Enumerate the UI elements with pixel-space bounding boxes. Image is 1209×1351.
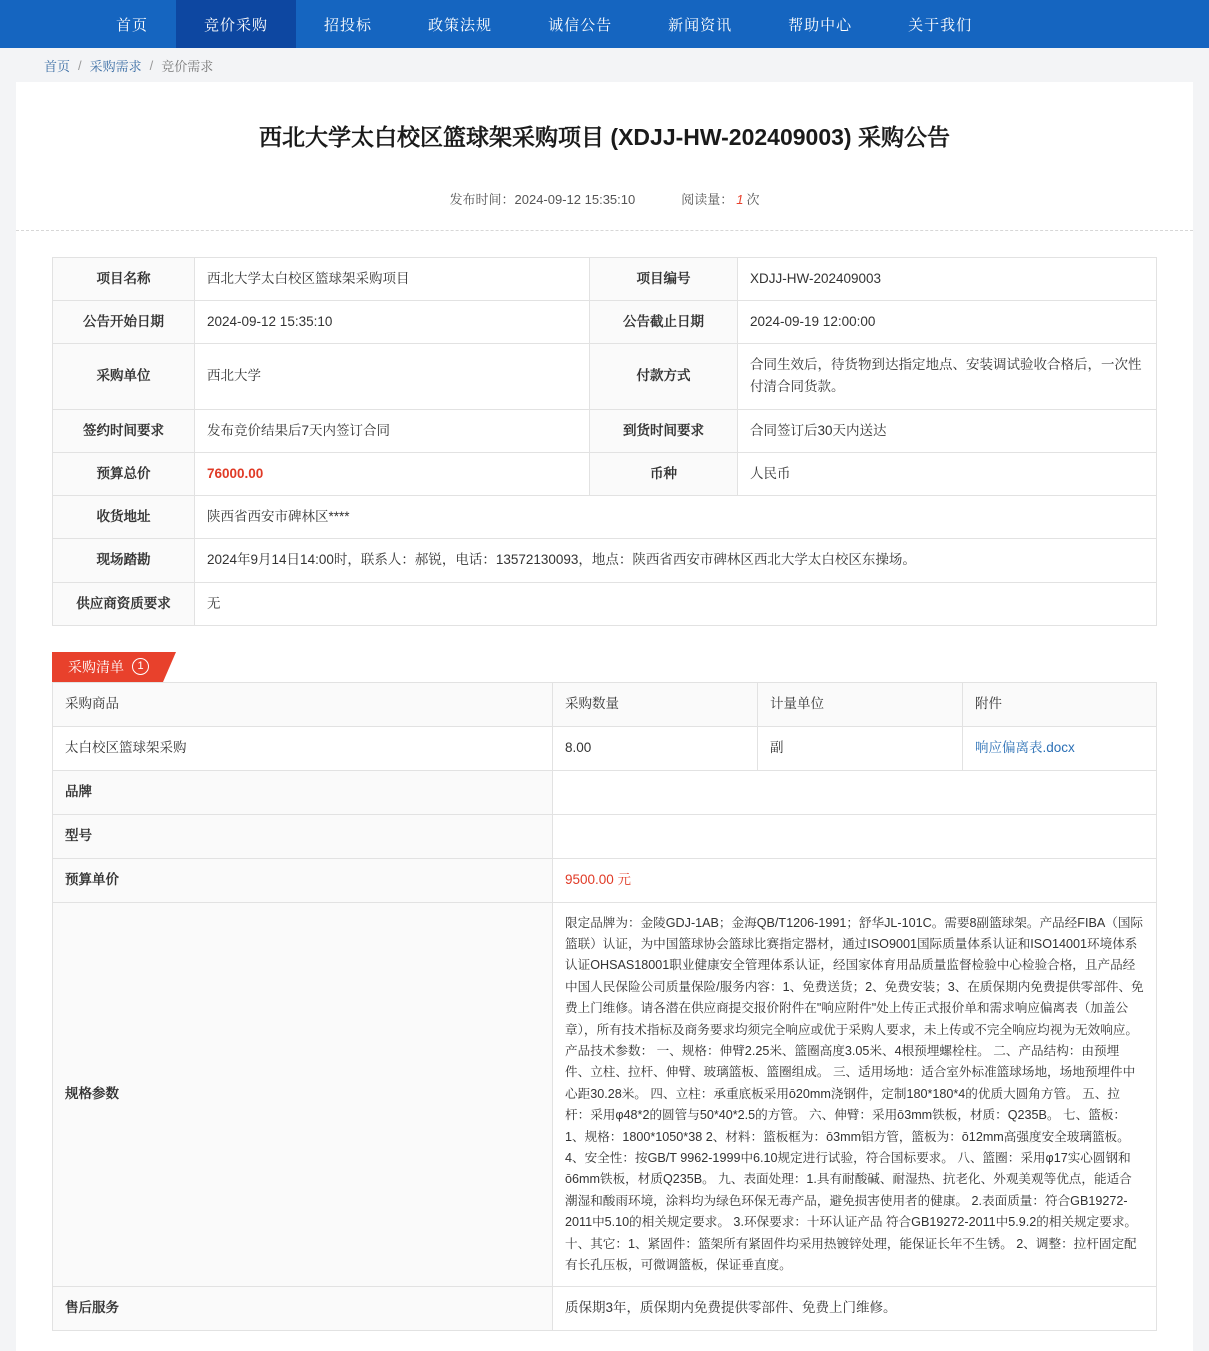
label-project-code: 项目编号 xyxy=(590,257,738,300)
value-budget-unit-price: 9500.00 元 xyxy=(553,858,1157,902)
table-row xyxy=(53,726,1157,770)
table-row xyxy=(53,300,1157,343)
label-start-date: 公告开始日期 xyxy=(53,300,195,343)
value-after-sales: 质保期3年，质保期内免费提供零部件、免费上门维修。 xyxy=(553,1287,1157,1331)
nav-item-tender[interactable]: 招投标 xyxy=(324,16,373,34)
col-unit: 计量单位 xyxy=(758,682,963,726)
value-currency: 人民币 xyxy=(738,452,1157,495)
col-quantity: 采购数量 xyxy=(553,682,758,726)
label-model: 型号 xyxy=(53,814,553,858)
table-row xyxy=(53,539,1157,582)
page-title: 西北大学太白校区篮球架采购项目 (XDJJ-HW-202409003) 采购公告 xyxy=(259,124,950,150)
table-row xyxy=(53,257,1157,300)
label-supplier-qualification: 供应商资质要求 xyxy=(53,582,195,625)
table-row xyxy=(53,344,1157,410)
label-budget-total: 预算总价 xyxy=(53,452,195,495)
label-site-survey: 现场踏勘 xyxy=(53,539,195,582)
label-project-name: 项目名称 xyxy=(53,257,195,300)
announcement-card xyxy=(16,82,1193,1351)
label-payment-method: 付款方式 xyxy=(590,344,738,410)
value-purchase-unit: 西北大学 xyxy=(195,344,590,410)
purchase-list-section xyxy=(16,626,1193,1332)
nav-item-help-center[interactable]: 帮助中心 xyxy=(788,16,853,34)
tab-purchase-list[interactable] xyxy=(52,652,163,682)
nav-item-credit-notice[interactable]: 诚信公告 xyxy=(548,16,613,34)
nav-item-news[interactable]: 新闻资讯 xyxy=(668,16,733,34)
purchase-list-table xyxy=(52,682,1157,1332)
label-after-sales: 售后服务 xyxy=(53,1287,553,1331)
value-delivery-address: 陕西省西安市碑林区**** xyxy=(195,496,1157,539)
label-sign-time: 签约时间要求 xyxy=(53,409,195,452)
view-count-label: 阅读量： xyxy=(681,191,734,207)
publish-time-group xyxy=(450,189,636,208)
table-row xyxy=(53,452,1157,495)
table-row xyxy=(53,814,1157,858)
nav-item-home[interactable]: 首页 xyxy=(116,16,149,34)
col-goods-name: 采购商品 xyxy=(53,682,553,726)
label-currency: 币种 xyxy=(590,452,738,495)
value-supplier-qualification: 无 xyxy=(195,582,1157,625)
cell-unit: 副 xyxy=(758,726,963,770)
label-budget-unit-price: 预算单价 xyxy=(53,858,553,902)
table-row xyxy=(53,582,1157,625)
status-badge: 1 xyxy=(132,658,149,675)
title-block xyxy=(16,82,1193,231)
table-row xyxy=(53,902,1157,1287)
breadcrumb-purchase-demand[interactable]: 采购需求 xyxy=(89,58,142,74)
nav-item-bidding-purchase[interactable]: 竞价采购 xyxy=(176,0,296,48)
table-header-row xyxy=(53,682,1157,726)
cell-goods-name: 太白校区篮球架采购 xyxy=(53,726,553,770)
tab-purchase-list-label: 采购清单 xyxy=(68,658,124,675)
document-meta xyxy=(76,189,1133,208)
nav-item-about-us[interactable]: 关于我们 xyxy=(908,16,973,34)
project-info-table xyxy=(52,257,1157,626)
table-row xyxy=(53,858,1157,902)
view-count-unit: 次 xyxy=(746,191,760,207)
value-delivery-time: 合同签订后30天内送达 xyxy=(738,409,1157,452)
publish-time-value: 2024-09-12 15:35:10 xyxy=(514,191,636,207)
breadcrumb-separator-1: / xyxy=(78,57,82,73)
value-spec-parameters: 限定品牌为：金陵GDJ-1AB；金海QB/T1206-1991；舒华JL-101C。需要8副篮球架。产品经FIBA（国际篮联）认证，为中国篮球协会篮球比赛指定器材，通过ISO9001国际质量体系认证和ISO14001环境体系认证OHSAS18001职业健康安全管理体系认证，经国家体育用品质量监督检验中心检验合格，且产品经中国人民保险公司质量保险/服务内容：1、免费送货；2、免费安装；3、在质保期内免费提供零部件、免费上门维修。请各潜在供应商提交报价附件在"响应附件"处上传正式报价单和需求响应偏离表（加盖公章），所有技术指标及商务要求均须完全响应或优于采购人要求，未上传或不完全响应均视为无效响应。 产品技术参数： 一、规格：伸臂2.25米、篮圈高度3.05米、4根预埋螺栓柱。 二、产品结构：由预埋件、立柱、拉杆、伸臂、玻璃篮板、篮圈组成。 三、适用场地：适合室外标准篮球场地，场地预埋件中心距30.28米。 四、立柱：承重底板采用ō20mm浇钢件，定制180*180*4的优质大圆角方管。 五、拉杆：采用φ48*2的圆管与50*40*2.5的方管。 六、伸臂：采用ō3mm铁板，材质：Q235B。 七、篮板：1、规格：1800*1050*38 2、材料：篮板框为：ō3mm铝方管，篮板为：ō12mm高强度安全玻璃篮板。 4、安全性：按GB/T 9962-1999中6.10规定进行试验，符合国标要求。 八、篮圈：采用φ17实心圆钢和ō6mm铁板，材质Q235B。 九、表面处理：1.具有耐酸碱、耐湿热、抗老化、外观美观等优点，能适合潮湿和酸雨环境，涂料均为绿色环保无毒产品，避免损害使用者的健康。 2.表面质量：符合GB19272-2011中5.10的相关规定要求。 3.环保要求：十环认证产品 符合GB19272-2011中5.9.2的相关规定要求。 十、其它：1、紧固件：篮架所有紧固件均采用热镀锌处理，能保证长年不生锈。 2、调整：拉杆固定配有长孔压板，可微调篮板，保证垂直度。 xyxy=(553,902,1157,1287)
value-start-date: 2024-09-12 15:35:10 xyxy=(195,300,590,343)
value-budget-total: 76000.00 xyxy=(195,452,590,495)
label-delivery-address: 收货地址 xyxy=(53,496,195,539)
label-spec-parameters: 规格参数 xyxy=(53,902,553,1287)
value-end-date: 2024-09-19 12:00:00 xyxy=(738,300,1157,343)
value-project-code: XDJJ-HW-202409003 xyxy=(738,257,1157,300)
value-brand xyxy=(553,770,1157,814)
label-purchase-unit: 采购单位 xyxy=(53,344,195,410)
purchase-list-tabs xyxy=(52,652,1157,682)
label-delivery-time: 到货时间要求 xyxy=(590,409,738,452)
project-info-section xyxy=(16,231,1193,626)
table-row xyxy=(53,496,1157,539)
view-count-group xyxy=(681,189,759,208)
value-sign-time: 发布竞价结果后7天内签订合同 xyxy=(195,409,590,452)
value-project-name: 西北大学太白校区篮球架采购项目 xyxy=(195,257,590,300)
main-navigation xyxy=(0,0,1209,48)
nav-item-policy[interactable]: 政策法规 xyxy=(428,16,493,34)
cell-attachment xyxy=(963,726,1157,770)
label-brand: 品牌 xyxy=(53,770,553,814)
value-site-survey: 2024年9月14日14:00时，联系人：郝锐，电话：13572130093，地点：陕西省西安市碑林区西北大学太白校区东操场。 xyxy=(195,539,1157,582)
table-row xyxy=(53,1287,1157,1331)
attachment-link-response-deviation-table[interactable]: 响应偏离表.docx xyxy=(975,739,1075,755)
breadcrumb-current: 竞价需求 xyxy=(161,58,214,74)
col-attachment: 附件 xyxy=(963,682,1157,726)
value-payment-method: 合同生效后，待货物到达指定地点、安装调试验收合格后，一次性付清合同货款。 xyxy=(738,344,1157,410)
cell-quantity: 8.00 xyxy=(553,726,758,770)
breadcrumb-home[interactable]: 首页 xyxy=(44,58,71,74)
table-row xyxy=(53,409,1157,452)
label-end-date: 公告截止日期 xyxy=(590,300,738,343)
view-count-value: 1 xyxy=(736,191,744,207)
value-model xyxy=(553,814,1157,858)
table-row xyxy=(53,770,1157,814)
publish-time-label: 发布时间： xyxy=(449,191,515,207)
breadcrumb xyxy=(0,48,1209,82)
breadcrumb-separator-2: / xyxy=(149,57,154,73)
